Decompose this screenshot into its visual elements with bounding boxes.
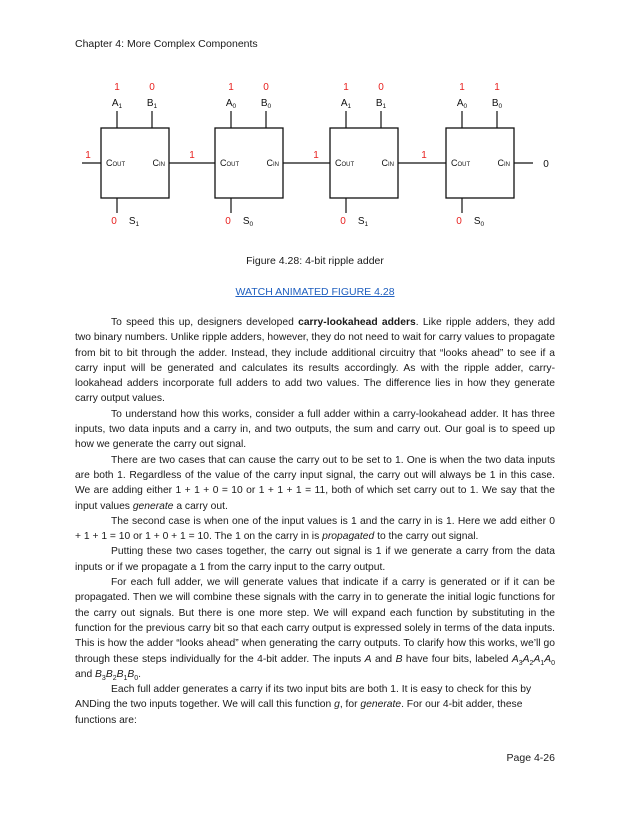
text-run: For each full adder, we will generate values that indicate if a carry is generated or if it can be propagated. Then we will combine these signals with the carry in to generate the initial logic functions for the carry out signals. But there is one more step. We will expand each function by substituting in the function for the previous carry bit so that each carry output is expressed solely in terms of the data inputs. This is how the adder “looks ahead” when generating the carry outputs. To clarify how this works, we’ll go through these steps individually for the 4-bit adder. The inputs [75,577,555,665]
cout-port-label-rest: OUT [457,162,471,168]
cin-port-label-rest: IN [388,162,394,168]
carry-in-value: 0 [543,159,549,170]
input-a-label-base: A [456,98,464,109]
sum-label-base: S [473,216,481,227]
sum-label [129,216,140,228]
input-b-label [261,98,272,110]
cin-port-label-rest: IN [273,162,279,168]
text-run: Each full adder generates a carry if its two input bits are both 1. It is easy to check for this by ANDing the two inputs together. We will call this function [75,684,532,711]
paragraph [75,514,555,545]
sum-label-base: S [357,216,365,227]
input-b-label [147,98,158,110]
text-run: To understand how this works, consider a full adder within a carry-lookahead adder. It has three inputs, two data inputs and a carry in, and two outputs, the sum and carry out. Our goal is to speed up how we generate the carry out signal. [75,408,555,451]
sum-label [243,216,254,228]
input-b-label [376,98,387,110]
sum-label [358,216,369,228]
final-carry-out-value: 1 [85,150,91,161]
input-b-label [492,98,503,110]
text-run: The second case is when one of the input values is 1 and the carry in is 1. Here we add either 0 + 1 + 1 = 10 or 1 + 0 + 1 = 10. The 1 on the carry in is [75,515,555,543]
cin-port-label [267,158,280,168]
italic-term: generate [360,699,402,711]
text-run: a carry out. [173,500,228,512]
input-a-label [341,98,352,110]
subscript: 0 [551,659,556,667]
subscript: 3 [101,674,106,682]
cin-port-label-initial: C [152,158,159,168]
input-b-label-base: B [146,98,154,109]
subscript: 1 [123,674,128,682]
paragraph [75,544,555,575]
cout-port-label [451,158,471,168]
cin-port-label-initial: C [497,158,504,168]
sum-label-subscript: 0 [249,221,254,228]
paragraph [75,575,555,682]
input-a-value: 1 [114,82,120,93]
input-a-label-base: A [340,98,348,109]
cout-port-label-rest: OUT [341,162,355,168]
sum-value: 0 [340,216,346,227]
italic-term: B [127,668,135,680]
cout-port-label-initial: C [451,158,458,168]
paragraph [75,407,555,453]
cout-port-label-rest: OUT [112,162,126,168]
cin-port-label-rest: IN [159,162,165,168]
input-a-value: 1 [459,82,465,93]
text-run: . [138,668,142,680]
italic-term: B [95,668,102,680]
cin-port-label [498,158,511,168]
bold-term: carry-lookahead adders [298,317,416,328]
subscript: 2 [529,659,534,667]
paragraph [75,315,555,407]
input-a-label [112,98,123,110]
input-b-label-base: B [260,98,268,109]
input-a-label-subscript: 1 [118,103,123,110]
subscript: 0 [134,674,139,682]
ripple-adder-diagram [0,0,630,250]
text-run: There are two cases that can cause the carry out to be set to 1. One is when the two data inputs are both 1. Regardless of the value of the carry input signal, the carry out will always be 1 in this case. We are adding either 1 + 1 + 0 = 10 or 1 + 1 + 1 = 11, both of which set carry out to 1. We say that the input values [75,454,555,512]
italic-term: A [544,653,552,665]
input-b-value: 0 [263,82,269,93]
input-b-label-subscript: 0 [498,103,503,110]
subscript: 2 [112,674,117,682]
cout-port-label [335,158,355,168]
sum-label-subscript: 1 [364,221,369,228]
text-run: . For our 4-bit adder, these functions are: [75,699,523,726]
text-run: , for [339,699,361,711]
input-a-label-subscript: 0 [463,103,468,110]
sum-value: 0 [456,216,462,227]
paragraph [75,453,555,514]
input-a-label-base: A [225,98,233,109]
text-run: and [371,653,396,665]
watch-animated-figure-link[interactable]: WATCH ANIMATED FIGURE 4.28 [235,286,395,298]
italic-term: B [105,668,113,680]
subscript: 1 [540,659,545,667]
input-a-label-subscript: 1 [347,103,352,110]
italic-term: A [364,653,372,665]
input-b-label-base: B [375,98,383,109]
italic-term: A [522,653,530,665]
animated-figure-link-wrap [0,286,630,298]
input-b-label-subscript: 1 [153,103,158,110]
page-number: Page 4-26 [506,752,555,764]
sum-label-base: S [242,216,250,227]
cout-port-label-initial: C [220,158,227,168]
chapter-header: Chapter 4: More Complex Components [75,38,258,50]
input-b-value: 0 [378,82,384,93]
ripple-adder-figure [0,0,630,250]
cin-port-label [382,158,395,168]
input-a-value: 1 [228,82,234,93]
cout-port-label-initial: C [106,158,113,168]
italic-term: B [395,653,403,665]
cout-port-label [220,158,240,168]
figure-caption: Figure 4.28: 4-bit ripple adder [246,255,384,267]
cin-port-label [153,158,166,168]
input-a-label-base: A [111,98,119,109]
input-a-label [457,98,468,110]
cin-port-label-initial: C [381,158,388,168]
italic-term: A [533,653,541,665]
sum-value: 0 [225,216,231,227]
input-b-value: 0 [149,82,155,93]
input-b-value: 1 [494,82,500,93]
carry-value: 1 [189,150,195,161]
italic-term: A [511,653,519,665]
text-run: Putting these two cases together, the carry out signal is 1 if we generate a carry from the data inputs or if we propagate a 1 from the carry input to the carry output. [75,546,555,573]
sum-label-subscript: 0 [480,221,485,228]
cin-port-label-rest: IN [504,162,510,168]
body-text [75,315,555,728]
text-run: . Like ripple adders, they add two binary numbers. Unlike ripple adders, however, they do not need to wait for carry values to propagate from bit to bit through the adder. Instead, they include additional circuitry that “looks ahead” to see if a carry input will be generated and calculates its results accordingly. As with the ripple adder, carry-lookahead adders incorporate full adders to add two values. The difference lies in how they generate carry output values. [75,317,555,405]
sum-label-subscript: 1 [135,221,140,228]
input-b-label-subscript: 0 [267,103,272,110]
italic-term: B [116,668,124,680]
input-b-label-subscript: 1 [382,103,387,110]
text-run: To speed this up, designers developed [111,317,299,328]
text-run: have four bits, labeled [402,653,512,665]
sum-label-base: S [128,216,136,227]
text-run: and [75,668,96,680]
italic-term: generate [132,500,174,512]
carry-value: 1 [313,150,319,161]
input-a-value: 1 [343,82,349,93]
input-b-label-base: B [491,98,499,109]
cout-port-label-initial: C [335,158,342,168]
cout-port-label [106,158,126,168]
carry-value: 1 [421,150,427,161]
sum-label [474,216,485,228]
text-run: to the carry out signal. [374,531,479,543]
input-a-label-subscript: 0 [232,103,237,110]
cin-port-label-initial: C [266,158,273,168]
italic-term: g [334,699,340,711]
sum-value: 0 [111,216,117,227]
paragraph [75,682,555,728]
subscript: 3 [518,659,523,667]
italic-term: propagated [322,531,375,543]
input-a-label [226,98,237,110]
cout-port-label-rest: OUT [226,162,240,168]
